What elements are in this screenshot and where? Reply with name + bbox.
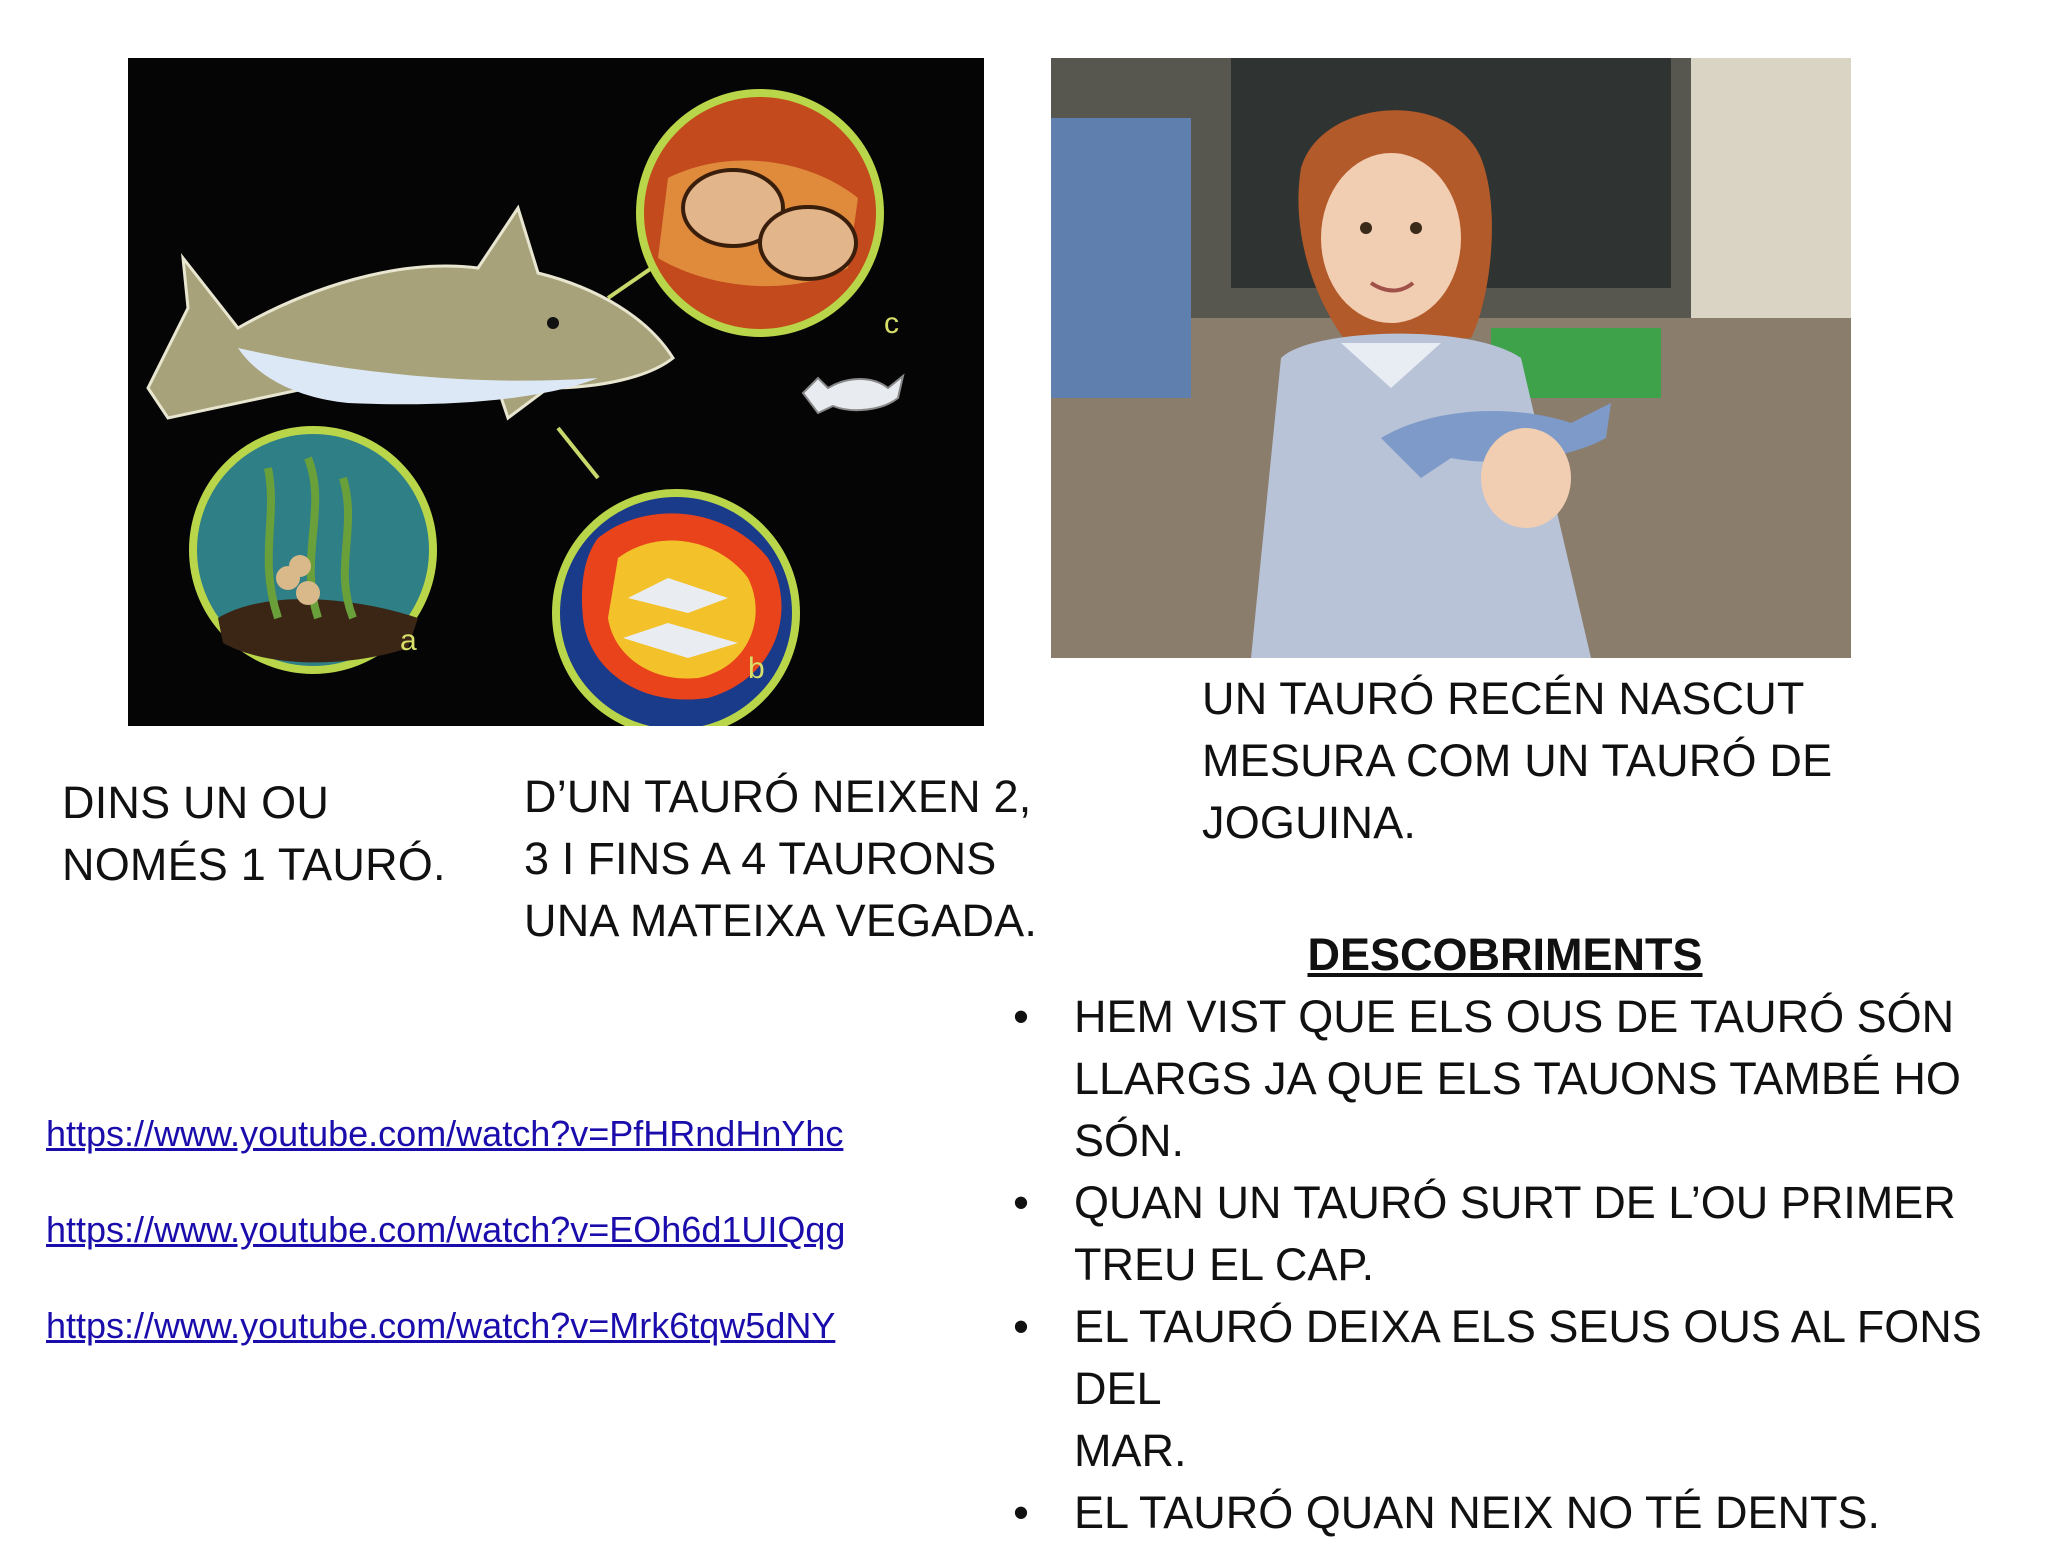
photo-caption-line: UN TAURÓ RECÉN NASCUT xyxy=(1202,673,1805,724)
discovery-item xyxy=(1006,986,2016,1172)
shark-reproduction-illustration xyxy=(128,58,984,726)
photo-caption-line: MESURA COM UN TAURÓ DE xyxy=(1202,735,1833,786)
egg-caption xyxy=(62,772,482,896)
discovery-line: MAR. xyxy=(1074,1425,1187,1476)
born-caption-line: 3 I FINS A 4 TAURONS xyxy=(524,833,997,884)
discovery-item xyxy=(1006,1296,2016,1482)
discoveries-list xyxy=(1006,986,2016,1544)
label-a: a xyxy=(400,624,417,657)
video-links xyxy=(46,1110,946,1398)
discovery-line: HEM VIST QUE ELS OUS DE TAURÓ SÓN xyxy=(1074,991,1955,1042)
connector-line-b xyxy=(558,428,598,478)
egg-caption-line: NOMÉS 1 TAURÓ. xyxy=(62,839,446,890)
discovery-line: QUAN UN TAURÓ SURT DE L’OU PRIMER xyxy=(1074,1177,1956,1228)
born-caption-line: UNA MATEIXA VEGADA. xyxy=(524,895,1038,946)
circle-c-egg-cases xyxy=(640,93,899,340)
label-b: b xyxy=(748,652,765,685)
photo-caption-line: JOGUINA. xyxy=(1202,797,1417,848)
youtube-link[interactable]: https://www.youtube.com/watch?v=Mrk6tqw5dNY xyxy=(46,1305,836,1346)
bullet-icon: • xyxy=(1013,1177,1029,1228)
child-holding-toy-shark-photo xyxy=(1051,58,1851,658)
discoveries-title: DESCOBRIMENTS xyxy=(1307,929,1703,980)
baby-shark-icon xyxy=(803,376,903,413)
youtube-link[interactable]: https://www.youtube.com/watch?v=PfHRndHnYhc xyxy=(46,1113,844,1154)
egg-caption-line: DINS UN OU xyxy=(62,777,330,828)
label-c: c xyxy=(884,307,899,340)
discovery-item xyxy=(1006,1482,2016,1544)
born-caption-line: D’UN TAURÓ NEIXEN 2, xyxy=(524,771,1032,822)
discovery-line: LLARGS JA QUE ELS TAUONS TAMBÉ HO xyxy=(1074,1053,1961,1104)
adult-shark-icon xyxy=(148,208,673,418)
circle-a-eggs-seaweed xyxy=(193,430,433,670)
discovery-line: TREU EL CAP. xyxy=(1074,1239,1375,1290)
photo-caption xyxy=(1202,668,1902,854)
discovery-line: EL TAURÓ DEIXA ELS SEUS OUS AL FONS DEL xyxy=(1074,1301,1982,1414)
discovery-line: EL TAURÓ QUAN NEIX NO TÉ DENTS. xyxy=(1074,1487,1880,1538)
bullet-icon: • xyxy=(1013,1487,1029,1538)
discovery-line: SÓN. xyxy=(1074,1115,1185,1166)
bullet-icon: • xyxy=(1013,991,1029,1042)
bullet-icon: • xyxy=(1013,1301,1029,1352)
shark-illustration-svg xyxy=(128,58,984,726)
photo-svg xyxy=(1051,58,1851,658)
youtube-link[interactable]: https://www.youtube.com/watch?v=EOh6d1UIQqg xyxy=(46,1209,846,1250)
born-caption xyxy=(524,766,1044,952)
discovery-item xyxy=(1006,1172,2016,1296)
circle-b-shark-embryos xyxy=(556,493,796,726)
